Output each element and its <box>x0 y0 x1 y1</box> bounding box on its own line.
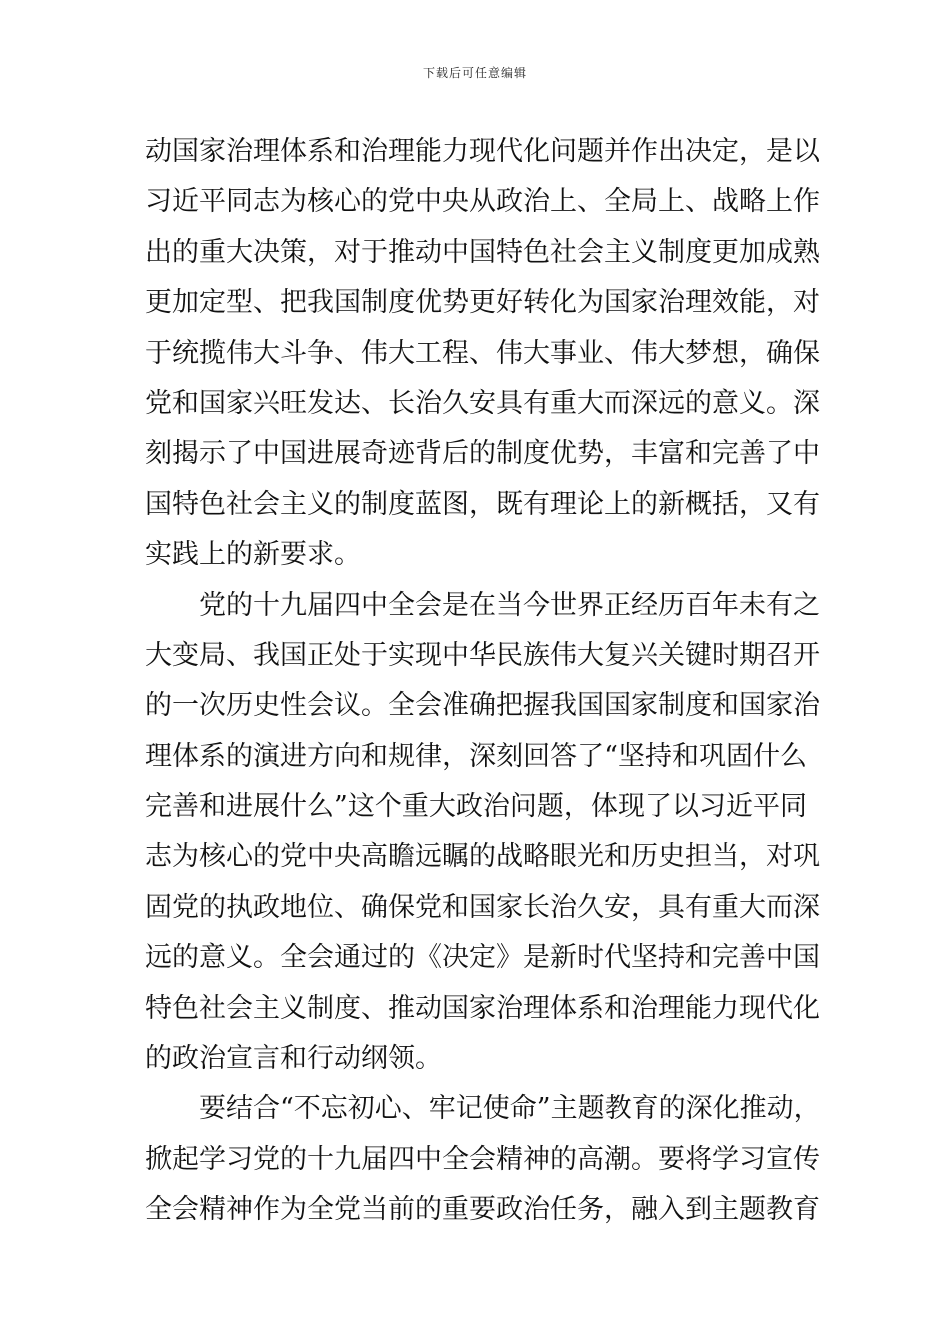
text-line: 党和国家兴旺发达、长治久安具有重大而深远的意义。深 <box>145 387 820 419</box>
text-line: 掀起学习党的十九届四中全会精神的高潮。要将学习宣传 <box>145 1143 820 1175</box>
document-body <box>145 127 821 1236</box>
text-line: 于统揽伟大斗争、伟大工程、伟大事业、伟大梦想，确保 <box>145 337 820 369</box>
text-line: 全会精神作为全党当前的重要政治任务，融入到主题教育 <box>145 1194 820 1226</box>
text-line: 固党的执政地位、确保党和国家长治久安，具有重大而深 <box>145 891 820 923</box>
text-line: 更加定型、把我国制度优势更好转化为国家治理效能，对 <box>145 287 820 319</box>
text-line: 理体系的演进方向和规律，深刻回答了“坚持和巩固什么 <box>145 740 807 772</box>
text-line: 动国家治理体系和治理能力现代化问题并作出决定，是以 <box>145 136 820 167</box>
text-line: 的政治宣言和行动纲领。 <box>145 1043 442 1075</box>
text-line: 国特色社会主义的制度蓝图，既有理论上的新概括，又有 <box>145 488 820 520</box>
page-header: 下载后可任意编辑 <box>422 66 527 80</box>
text-line: 的一次历史性会议。全会准确把握我国国家制度和国家治 <box>145 690 820 722</box>
text-line: 大变局、我国正处于实现中华民族伟大复兴关键时期召开 <box>145 639 820 671</box>
text-line: 实践上的新要求。 <box>145 539 361 571</box>
text-line: 刻揭示了中国进展奇迹背后的制度优势，丰富和完善了中 <box>145 438 820 470</box>
text-line: 志为核心的党中央高瞻远瞩的战略眼光和历史担当，对巩 <box>145 841 820 873</box>
text-line: 出的重大决策，对于推动中国特色社会主义制度更加成熟 <box>145 236 820 268</box>
text-line: 远的意义。全会通过的《决定》是新时代坚持和完善中国 <box>145 942 820 974</box>
text-line: 要结合“不忘初心、牢记使命”主题教育的深化推动， <box>145 1093 821 1125</box>
text-line: 党的十九届四中全会是在当今世界正经历百年未有之 <box>145 589 820 621</box>
text-line: 习近平同志为核心的党中央从政治上、全局上、战略上作 <box>145 186 820 218</box>
text-line: 完善和进展什么”这个重大政治问题，体现了以习近平同 <box>145 791 807 823</box>
text-line: 特色社会主义制度、推动国家治理体系和治理能力现代化 <box>145 992 820 1024</box>
